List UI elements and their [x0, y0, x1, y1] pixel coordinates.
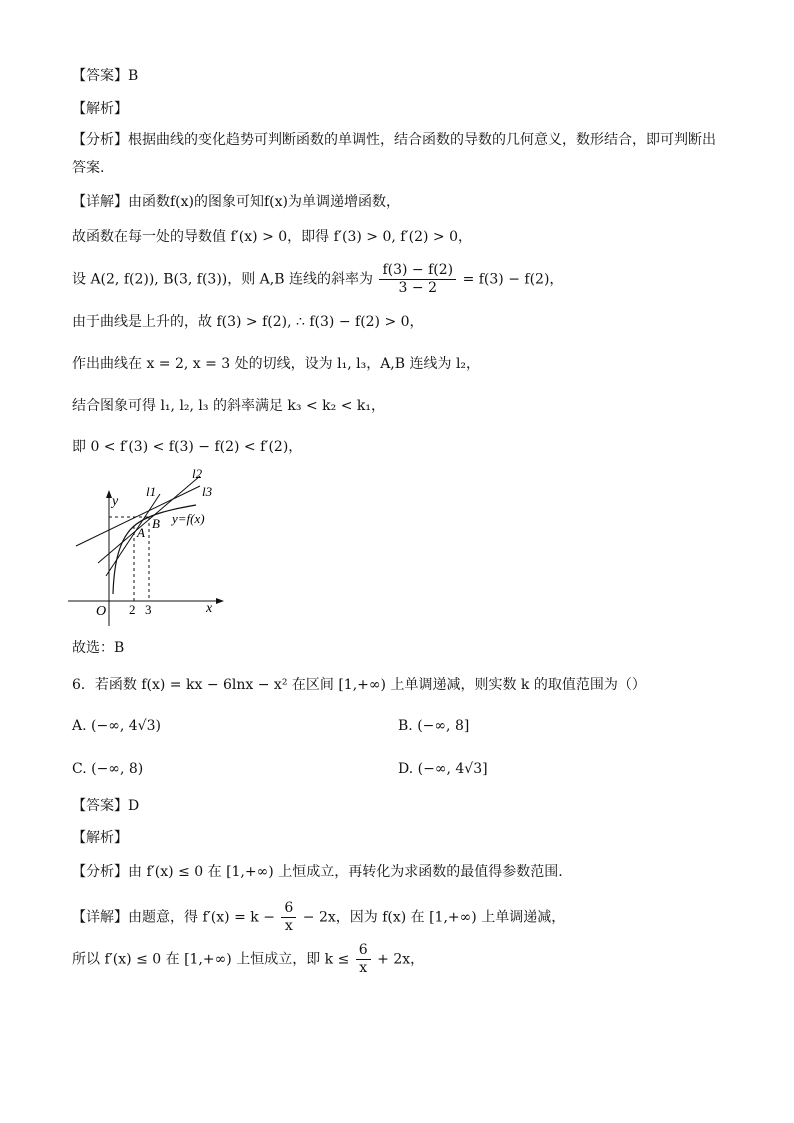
q6-fraction-numerator: 6: [281, 900, 296, 918]
q6-option-c: C. (−∞, 8): [72, 761, 144, 777]
tangent-graph: [68, 466, 228, 626]
q6-analysis-label: 【解析】: [72, 830, 128, 846]
slope-denominator: 3 − 2: [398, 280, 437, 296]
l2-label: l2: [192, 466, 203, 481]
slope-text: 设 A(2, f(2)), B(3, f(3))，则 A,B 连线的斜率为: [72, 271, 373, 288]
slope-fraction: [379, 262, 456, 297]
q6-detail-line-1: [72, 900, 565, 935]
detail-line-2: 故函数在每一处的导数值 f′(x) > 0，即得 f′(3) > 0, f′(2) > 0，: [72, 229, 472, 245]
q6-option-d: D. (−∞, 4√3]: [398, 761, 488, 777]
q6-answer: 【答案】D: [72, 798, 140, 814]
q6-analysis-text: 【分析】由 f′(x) ≤ 0 在 [1,+∞) 上恒成立，再转化为求函数的最值得参数范围.: [72, 864, 563, 880]
tick-3-label: 3: [145, 602, 152, 617]
l3-label: l3: [202, 484, 213, 499]
q6-derivative-fraction: [281, 900, 296, 935]
analysis-text: 【分析】根据曲线的变化趋势可判断函数的单调性，结合函数的导数的几何意义，数形结合，即可判断出答案.: [72, 132, 716, 176]
detail-line-1: 【详解】由函数f(x)的图象可知f(x)为单调递增函数，: [72, 194, 401, 210]
q6-fraction-denominator: x: [284, 918, 293, 934]
q6-derivative-text: 【详解】由题意，得 f′(x) = k −: [72, 909, 275, 926]
q6-ineq-numerator: 6: [356, 942, 371, 960]
curve-label: y=f(x): [172, 511, 205, 526]
slope-result: = f(3) − f(2)，: [462, 271, 564, 288]
detail-line-4: 由于曲线是上升的，故 f(3) > f(2), ∴ f(3) − f(2) > 0，: [72, 314, 424, 330]
q6-option-b: B. (−∞, 8]: [398, 718, 470, 734]
q6-inequality-fraction: [356, 942, 371, 977]
tick-2-label: 2: [129, 602, 136, 617]
answer-label: 【答案】B: [72, 68, 139, 84]
q6-derivative-tail: − 2x，因为 f(x) 在 [1,+∞) 上单调递减，: [302, 909, 566, 926]
q6-ineq-denominator: x: [359, 960, 368, 976]
q6-inequality-text: 所以 f′(x) ≤ 0 在 [1,+∞) 上恒成立，即 k ≤: [72, 951, 350, 968]
analysis-label: 【解析】: [72, 101, 128, 117]
point-b-label: B: [152, 516, 160, 531]
detail-line-7: 即 0 < f′(3) < f(3) − f(2) < f′(2)，: [72, 439, 303, 455]
detail-line-5: 作出曲线在 x = 2, x = 3 处的切线，设为 l₁, l₃，A,B 连线为 l₂，: [72, 356, 481, 372]
slope-numerator: f(3) − f(2): [379, 262, 456, 280]
q6-inequality-tail: + 2x，: [377, 951, 425, 968]
point-a-label: A: [137, 525, 145, 540]
detail-line-3: [72, 262, 563, 297]
y-axis-label: y: [112, 494, 119, 509]
origin-label: O: [96, 604, 107, 619]
detail-line-6: 结合图象可得 l₁, l₂, l₃ 的斜率满足 k₃ < k₂ < k₁，: [72, 398, 385, 414]
l1-label: l1: [146, 484, 157, 499]
q6-option-a: A. (−∞, 4√3): [72, 718, 161, 734]
q6-detail-line-2: [72, 942, 424, 977]
x-axis-label: x: [206, 601, 213, 616]
choose-answer: 故选：B: [72, 640, 125, 656]
q6-stem: 6．若函数 f(x) = kx − 6lnx − x² 在区间 [1,+∞) 上单调递减，则实数 k 的取值范围为（）: [72, 677, 646, 693]
